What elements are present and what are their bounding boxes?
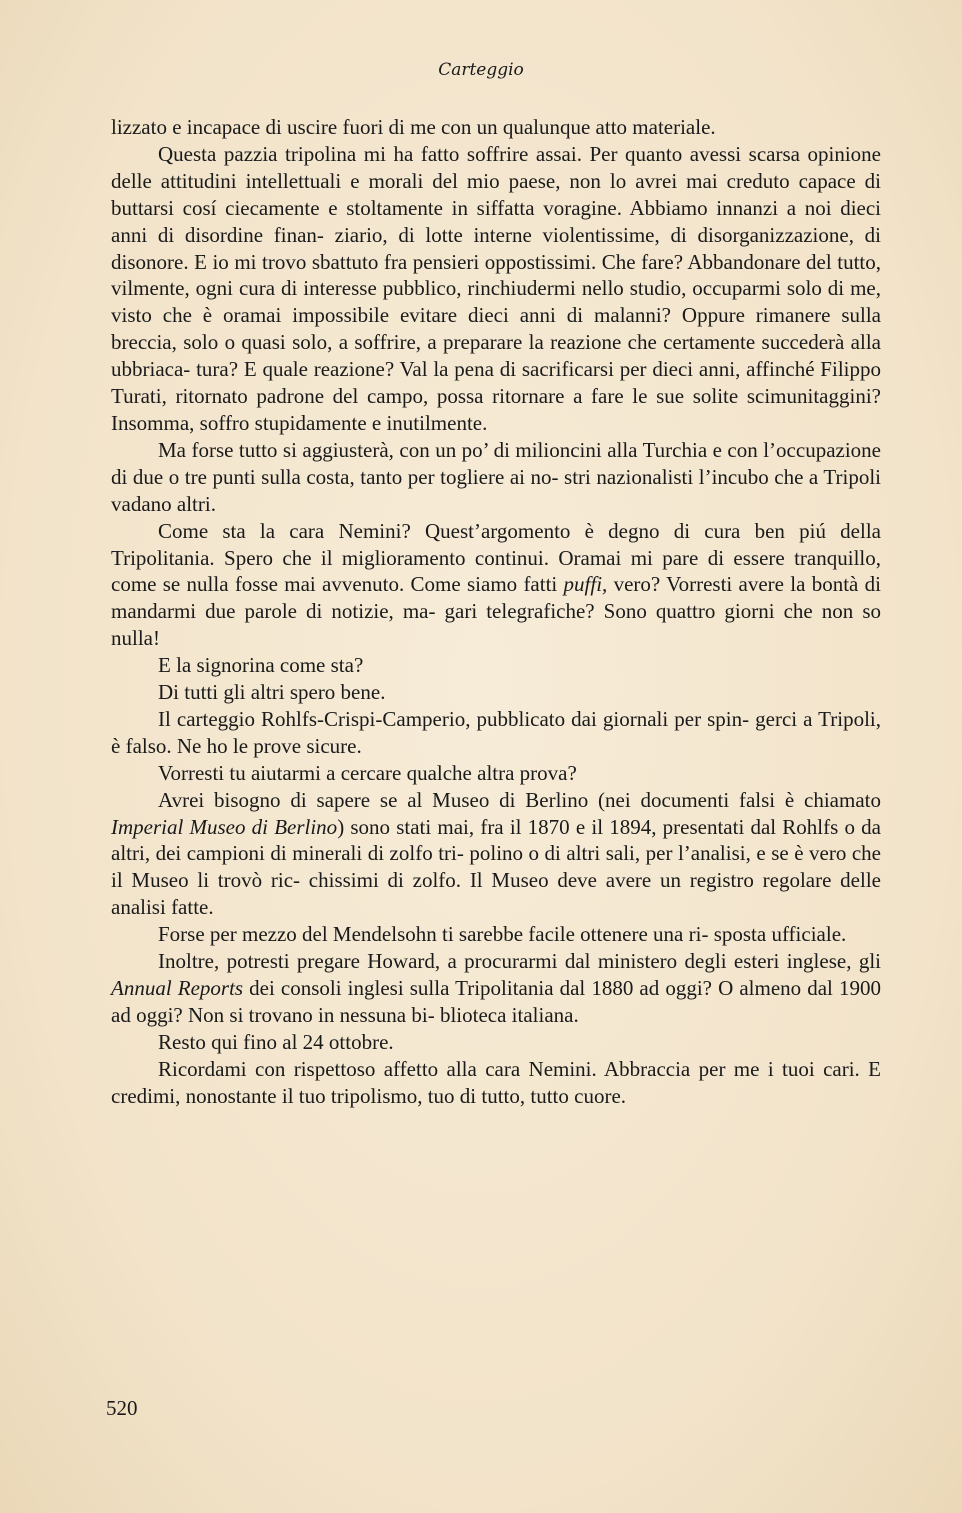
paragraph [111,706,881,760]
paragraph [111,679,881,706]
text-run: Forse per mezzo del Mendelsohn ti sarebbe facile ottenere una ri- sposta ufficiale. [158,922,847,947]
text-run: ) sono stati mai, fra il 1870 e il 1894, presentati dal Rohlfs o da altri, dei campioni di minerali di zolfo tri- polino o di altri sali, per l’analisi, e se è vero che il Museo li trovò ric- chissimi di zolfo. Il Museo deve avere un registro regolare delle analisi fatte. [111,814,881,920]
text-run: Questa pazzia tripolina mi ha fatto soffrire assai. Per quanto avessi scarsa opinione delle attitudini intellettuali e morali del mio paese, non lo avrei mai creduto capace di buttarsi cosí ciecamente e stoltamente in siffatta voragine. Abbiamo innanzi a noi dieci anni di disordine finan- ziario, di lotte interne violentissime, di disorganizzazione, di disonore. E io mi trovo sbattuto fra pensieri oppostissimi. Che fare? Abbandonare del tutto, vilmente, ogni cura di interesse pubblico, rinchiudermi nello studio, occuparmi solo di me, visto che è oramai impossibile evitare dieci anni di malanni? Oppure rimanere sulla breccia, solo o quasi solo, a soffrire, a preparare la reazione che certamente succederà alla ubbriaca- tura? E quale reazione? Val la pena di sacrificarsi per dieci anni, affinché Filippo Turati, ritornato padrone del campo, possa ritornare a fare le sue solite scimunitaggini? Insomma, soffro stupidamente e inutilmente. [111,141,881,435]
paragraph [111,760,881,787]
paragraph [111,518,881,653]
letter-body [111,114,881,1110]
text-run: Il carteggio Rohlfs-Crispi-Camperio, pubblicato dai giornali per spin- gerci a Tripoli, è falso. Ne ho le prove sicure. [111,706,881,758]
paragraph [111,787,881,922]
paragraph [111,652,881,679]
italic-text: Imperial Museo di Berlino [111,814,338,839]
paragraph [111,437,881,518]
text-run: Ricordami con rispettoso affetto alla cara Nemini. Abbraccia per me i tuoi cari. E credimi, nonostante il tuo tripolismo, tuo di tutto, tutto cuore. [111,1056,881,1108]
text-run: Ma forse tutto si aggiusterà, con un po’ di milioncini alla Turchia e con l’occupazione di due o tre punti sulla costa, tanto per togliere ai no- stri nazionalisti l’incubo che a Tripoli vadano altri. [111,437,881,516]
text-run: E la signorina come sta? [158,653,364,678]
italic-text: Annual Reports [111,976,244,1000]
text-run: Come sta la cara Nemini? Quest’argomento è degno di cura ben piú della Tripolitania. Spero che il miglioramento continui. Oramai mi pare di essere tranquillo, come se nulla fosse mai avvenuto. Come siamo fatti [111,518,881,597]
paragraph [111,141,881,437]
paragraph [111,114,881,141]
paragraph [111,1029,881,1056]
paragraph [111,948,881,1029]
text-run: Inoltre, potresti pregare Howard, a procurarmi dal ministero degli esteri inglese, gli [158,949,881,974]
italic-text: puffi, [563,572,608,597]
text-run: dei consoli inglesi sulla Tripolitania dal 1880 ad oggi? O almeno dal 1900 ad oggi? Non si trovano in nessuna bi- blioteca italiana. [111,976,881,1027]
text-run: lizzato e incapace di uscire fuori di me con un qualunque atto materiale. [111,115,716,139]
text-run: Di tutti gli altri spero bene. [158,680,386,705]
paragraph [111,921,881,948]
text-run: Avrei bisogno di sapere se al Museo di Berlino (nei documenti falsi è chiamato [158,787,881,812]
page-number: 520 [106,1396,138,1420]
text-run: Resto qui fino al 24 ottobre. [158,1029,394,1054]
text-run: vero? Vorresti avere la bontà di mandarmi due parole di notizie, ma- gari telegrafiche? Sono quattro giorni che non so nulla! [111,572,881,651]
running-head: Carteggio [438,60,524,80]
text-run: Vorresti tu aiutarmi a cercare qualche altra prova? [158,760,577,785]
paragraph [111,1056,881,1110]
